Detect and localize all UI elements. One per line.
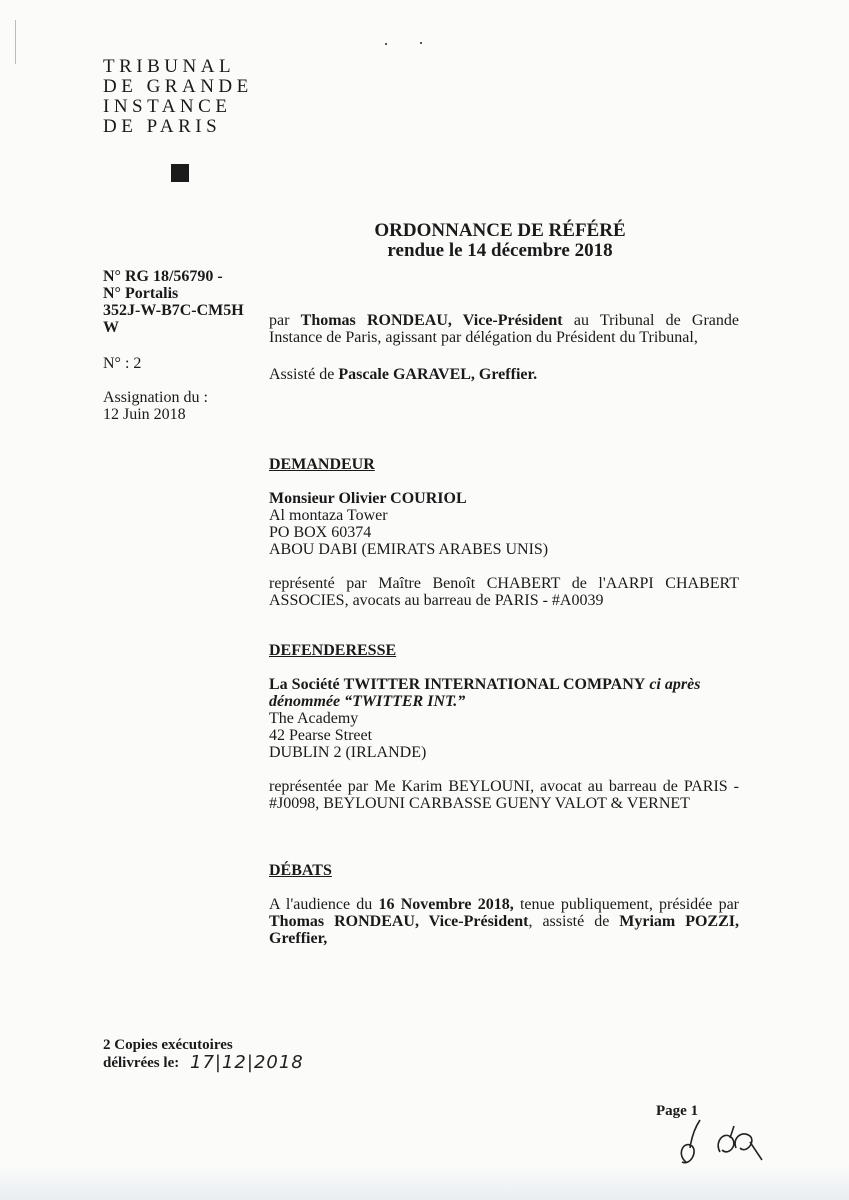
- document-title: ORDONNANCE DE RÉFÉRÉ: [374, 220, 626, 241]
- defenderesse-prefix: La Société: [269, 676, 340, 693]
- court-header: [103, 57, 253, 137]
- defenderesse-representation: représentée par Me Karim BEYLOUNI, avocat au barreau de PARIS - #J0098, BEYLOUNI CARBASSE GUENY VALOT & VERNET: [269, 778, 739, 812]
- demandeur-address: ABOU DABI (EMIRATS ARABES UNIS): [269, 541, 549, 558]
- judge-name: Thomas RONDEAU, Vice-Président: [300, 312, 563, 329]
- portalis-code-end: W: [103, 319, 119, 336]
- order-number: N° : 2: [103, 355, 142, 372]
- demandeur-heading: DEMANDEUR: [269, 456, 375, 473]
- demandeur-address: Al montaza Tower: [269, 507, 388, 524]
- assignation-date: 12 Juin 2018: [103, 406, 186, 423]
- rg-number: N° RG 18/56790 -: [103, 268, 223, 285]
- scan-speck: [385, 43, 387, 45]
- debats-paragraph: [269, 896, 739, 947]
- hearing-date: 16 Novembre 2018,: [378, 896, 514, 913]
- scan-speck: [420, 42, 422, 44]
- portalis-code: 352J-W-B7C-CM5H: [103, 302, 244, 319]
- black-square-mark: [171, 164, 189, 182]
- portalis-label: N° Portalis: [103, 285, 179, 302]
- court-line: DE PARIS: [103, 116, 222, 137]
- demandeur-representation: représenté par Maître Benoît CHABERT de l'AARPI CHABERT ASSOCIES, avocats au barreau de PARIS - #A0039: [269, 575, 739, 609]
- handwritten-date: 17|12|2018: [190, 1052, 304, 1073]
- copies-line: 2 Copies exécutoires: [103, 1037, 233, 1053]
- page-number: Page 1: [656, 1103, 699, 1119]
- clerk-name: Pascale GARAVEL, Greffier.: [338, 366, 538, 383]
- par-word: par: [269, 312, 290, 329]
- copies-delivered-label: délivrées le:: [103, 1055, 180, 1071]
- defenderesse-alias: ci après dénommée “TWITTER INT.”: [269, 676, 701, 710]
- debats-text: , assisté de: [528, 913, 610, 930]
- hearing-president: Thomas RONDEAU, Vice-Président: [269, 913, 529, 930]
- scan-edge: [0, 1165, 849, 1200]
- clerk-line: [269, 366, 739, 383]
- defenderesse-heading: DEFENDERESSE: [269, 642, 397, 659]
- defenderesse-name-block: [269, 676, 739, 710]
- court-line: DE GRANDE: [103, 76, 253, 97]
- assignation-label: Assignation du :: [103, 389, 208, 406]
- defenderesse-address: The Academy: [269, 710, 359, 727]
- defenderesse-name: TWITTER INTERNATIONAL COMPANY: [343, 676, 646, 693]
- defenderesse-address: 42 Pearse Street: [269, 727, 373, 744]
- scan-mark: [15, 20, 18, 64]
- debats-heading: DÉBATS: [269, 862, 332, 879]
- court-line: INSTANCE: [103, 96, 232, 117]
- court-line: TRIBUNAL: [103, 56, 236, 77]
- debats-text: tenue publiquement, présidée par: [519, 896, 739, 913]
- hearing-clerk: Myriam POZZI, Greffier,: [269, 913, 739, 947]
- demandeur-address: PO BOX 60374: [269, 524, 372, 541]
- judge-text: au Tribunal de Grande Instance de Paris, agissant par délégation du Président du Tribunal,: [269, 312, 740, 346]
- debats-text: A l'audience du: [269, 896, 373, 913]
- defenderesse-address: DUBLIN 2 (IRLANDE): [269, 744, 427, 761]
- handwritten-initials: [672, 1112, 772, 1172]
- judge-paragraph: [269, 312, 739, 346]
- assisted-prefix: Assisté de: [269, 366, 335, 383]
- document-date: rendue le 14 décembre 2018: [387, 240, 613, 261]
- demandeur-name: Monsieur Olivier COURIOL: [269, 490, 467, 507]
